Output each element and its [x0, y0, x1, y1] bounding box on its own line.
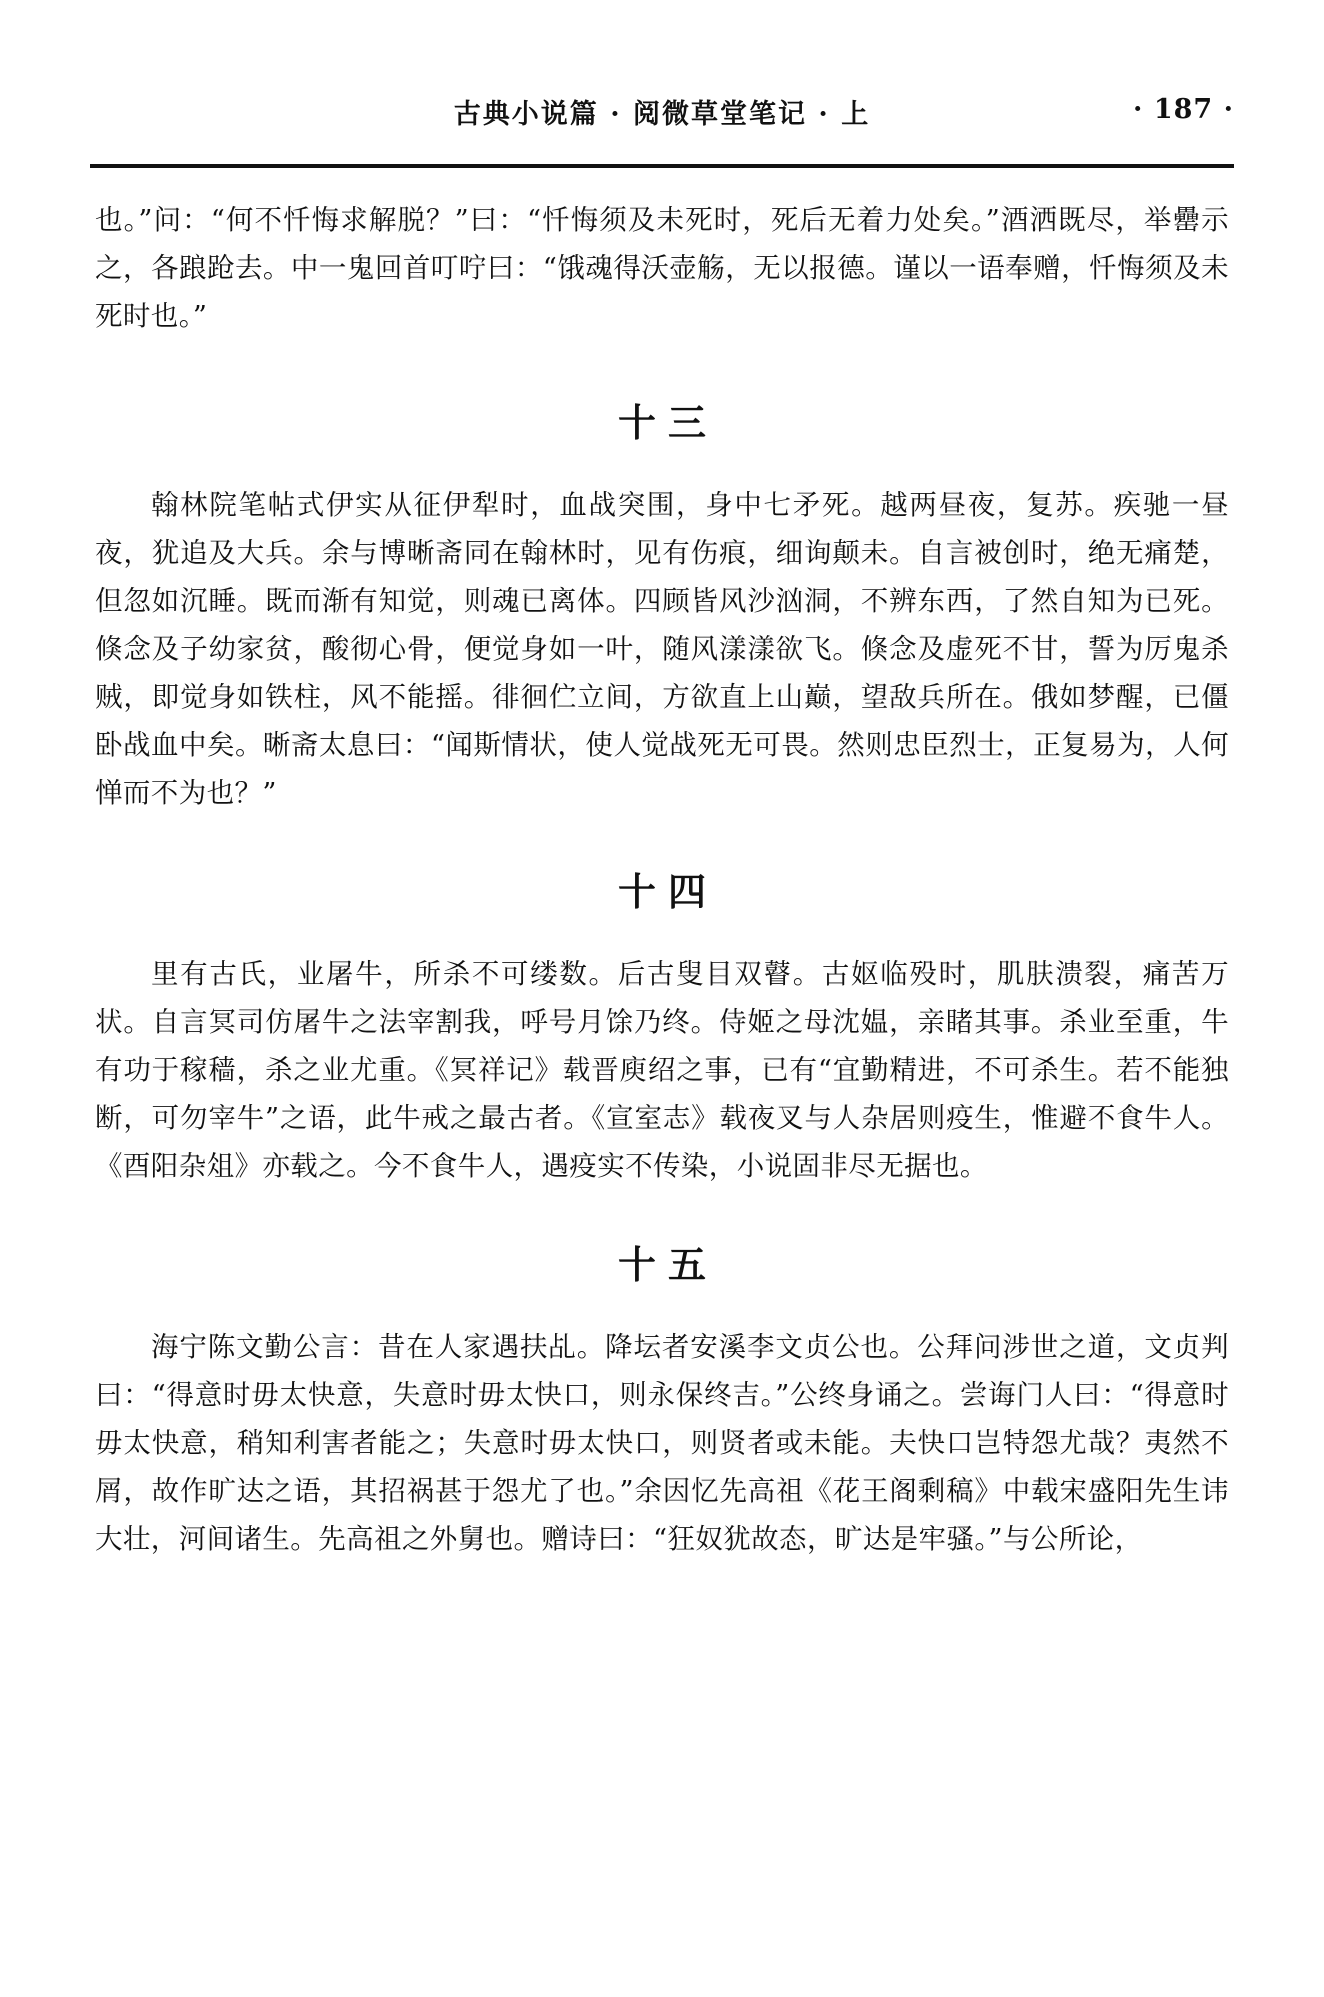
section-paragraph-14: 里有古氏，业屠牛，所杀不可缕数。后古叟目双瞽。古妪临殁时，肌肤溃裂，痛苦万状。自言冥司仿屠牛之法宰割我，呼号月馀乃终。侍姬之母沈媪，亲睹其事。杀业至重，牛有功于稼穑，杀之业尤重。《冥祥记》载晋庾绍之事，已有“宜勤精进，不可杀生。若不能独断，可勿宰牛”之语，此牛戒之最古者。《宣室志》载夜叉与人杂居则疫生，惟避不食牛人。《酉阳杂俎》亦载之。今不食牛人，遇疫实不传染，小说固非尽无据也。 [95, 958, 1229, 1182]
page-header [90, 92, 1234, 154]
section-heading-13: 十三 [617, 400, 718, 445]
page-content [95, 196, 1229, 1563]
section-heading-14: 十四 [617, 869, 718, 914]
paragraph-continued: 也。”问：“何不忏悔求解脱？”曰：“忏悔须及未死时，死后无着力处矣。”酒洒既尽，举罍示之，各踉跄去。中一鬼回首叮咛曰：“饿魂得沃壶觞，无以报德。谨以一语奉赠，忏悔须及未死时也。” [95, 204, 1229, 332]
page-number: · 187 · [1133, 94, 1234, 125]
section-heading-15: 十五 [617, 1242, 718, 1287]
running-head-title: 古典小说篇 · 阅微草堂笔记 · 上 [453, 99, 871, 130]
section-paragraph-15: 海宁陈文勤公言：昔在人家遇扶乩。降坛者安溪李文贞公也。公拜问涉世之道，文贞判曰：“得意时毋太快意，失意时毋太快口，则永保终吉。”公终身诵之。尝诲门人曰：“得意时毋太快意，稍知利害者能之；失意时毋太快口，则贤者或未能。夫快口岂特怨尤哉？夷然不屑，故作旷达之语，其招祸甚于怨尤了也。”余因忆先高祖《花王阁剩稿》中载宋盛阳先生讳大壮，河间诸生。先高祖之外舅也。赠诗曰：“狂奴犹故态，旷达是牢骚。”与公所论， [95, 1331, 1229, 1555]
section-paragraph-13: 翰林院笔帖式伊实从征伊犁时，血战突围，身中七矛死。越两昼夜，复苏。疾驰一昼夜，犹追及大兵。余与博晰斋同在翰林时，见有伤痕，细询颠未。自言被创时，绝无痛楚，但忽如沉睡。既而渐有知觉，则魂已离体。四顾皆风沙汹洞，不辨东西，了然自知为已死。倏念及子幼家贫，酸彻心骨，便觉身如一叶，随风漾漾欲飞。倏念及虚死不甘，誓为厉鬼杀贼，即觉身如铁柱，风不能摇。徘徊伫立间，方欲直上山巅，望敌兵所在。俄如梦醒，已僵卧战血中矣。晰斋太息曰：“闻斯情状，使人觉战死无可畏。然则忠臣烈士，正复易为，人何惮而不为也？” [95, 489, 1229, 809]
header-divider [90, 164, 1234, 168]
